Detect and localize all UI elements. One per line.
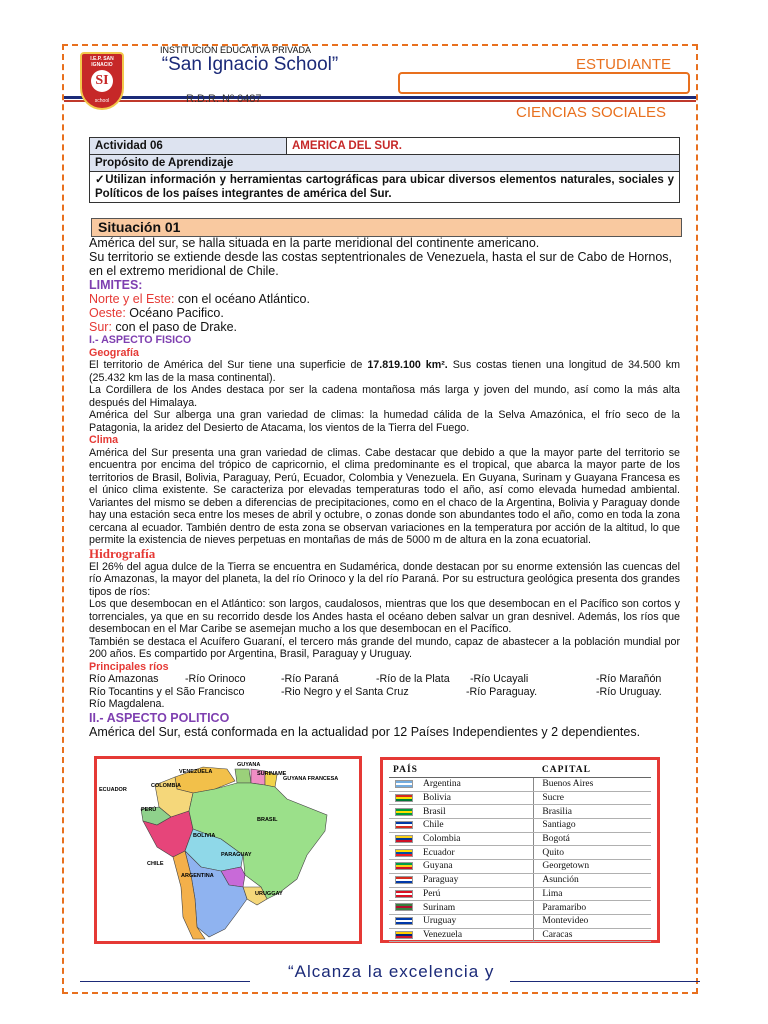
table-row: [389, 901, 651, 915]
map-label-ecuador: ECUADOR: [99, 787, 127, 793]
intro-paragraph-1: América del sur, se halla situada en la parte meridional del continente americano.: [89, 236, 540, 250]
capital-cell: Asunción: [534, 873, 651, 887]
country-name: Guyana: [423, 861, 453, 872]
institution-label: INSTITUCIÓN EDUCATIVA PRIVADA: [160, 45, 312, 55]
flag-icon: [395, 849, 413, 857]
hydrography-paragraph-1: El 26% del agua dulce de la Tierra se encuentra en Sudamérica, donde destacan por su enorme extensión las cuencas del río Amazonas, la mayor del planeta, la del río Orinoco y la del río Paraná. Por su estructura geológica presenta dos grandes tipos de ríos:: [89, 560, 680, 598]
river-item: -Río Ucayali: [470, 673, 529, 685]
logo-text-top: I.E.P. SAN IGNACIO: [90, 56, 114, 68]
limit-south: [89, 320, 680, 334]
political-paragraph: América del Sur, está conformada en la actualidad por 12 Países Independientes y 2 dependientes.: [89, 725, 641, 739]
country-name: Perú: [423, 888, 441, 899]
country-cell: [389, 914, 534, 928]
student-label: ESTUDIANTE: [576, 56, 672, 73]
country-cell: [389, 928, 534, 942]
footer-line-right: [510, 981, 700, 982]
table-row: [389, 873, 651, 887]
header-stripe: [64, 96, 696, 99]
text-span: Sus costas tienen una longitud de 34.500 km (25.432 km las de la masa continental).: [89, 359, 680, 384]
country-name: Uruguay: [423, 916, 457, 927]
country-cell: [389, 860, 534, 874]
river-item: Río Magdalena.: [89, 698, 165, 710]
map-label-guyana-francesa: GUYANA FRANCESA: [283, 776, 339, 782]
river-item: -Río Paraná: [281, 673, 339, 685]
river-item: -Río Paraguay.: [466, 685, 538, 698]
country-cell: [389, 778, 534, 792]
flag-icon: [395, 794, 413, 802]
school-logo: [80, 52, 124, 110]
activity-table: [89, 137, 680, 203]
capital-cell: Buenos Aires: [534, 778, 651, 792]
country-cell: [389, 805, 534, 819]
river-item: -Rio Negro y el Santa Cruz: [281, 685, 409, 698]
river-item: -Río Marañón: [596, 673, 662, 685]
capital-cell: Bogotá: [534, 832, 651, 846]
col-capital-header: CAPITAL: [534, 763, 651, 778]
country-name: Chile: [423, 820, 444, 831]
country-cell: [389, 873, 534, 887]
capital-cell: Caracas: [534, 928, 651, 942]
table-row: [389, 778, 651, 792]
limit-west: [89, 306, 680, 320]
flag-icon: [395, 903, 413, 911]
map-label-suriname: SURINAME: [257, 771, 287, 777]
south-america-map: [94, 756, 362, 944]
activity-title: AMERICA DEL SUR.: [287, 138, 680, 155]
hydrography-paragraph-3: También se destaca el Acuífero Guaraní, el tercero más grande del mundo, capaz de abastecer a la población mundial por 200 años. Es compartido por Argentina, Brasil, Paraguay y Uruguay.: [89, 635, 680, 660]
map-label-brasil: BRASIL: [257, 817, 278, 823]
country-cell: [389, 791, 534, 805]
country-cell: [389, 901, 534, 915]
flag-icon: [395, 780, 413, 788]
map-label-paraguay: PARAGUAY: [221, 852, 252, 858]
map-label-peru: PERÚ: [141, 807, 157, 813]
table-row: [389, 805, 651, 819]
hydrography-paragraph-2: Los que desembocan en el Atlántico: son largos, caudalosos, mientras que los que desembocan en el Pacífico son cortos y torrenciales, ya que en su recorrido desde los Andes hasta el océano deben salvar un gran desnivel. Además, los ríos que desembocan en el Mar Caribe se asemejan mucho a los que desembocan en el Pacífico.: [89, 598, 680, 635]
hydrography-title: Hidrografía: [89, 545, 156, 561]
country-name: Venezuela: [423, 929, 463, 940]
map-label-guyana: GUYANA: [237, 762, 261, 768]
flag-icon: [395, 862, 413, 870]
capital-cell: Brasilia: [534, 805, 651, 819]
school-name: “San Ignacio School”: [161, 54, 339, 75]
rdr-number: R.D.R. Nº 0487: [186, 93, 262, 105]
flag-icon: [395, 821, 413, 829]
purpose-text: ✓Utilizan información y herramientas cartográficas para ubicar diversos elementos naturales, sociales y Políticos de los países integrantes de américa del Sur.: [90, 172, 680, 203]
map-label-argentina: ARGENTINA: [181, 873, 214, 879]
footer-motto: “Alcanza la excelencia y: [288, 962, 495, 981]
capitals-table: [389, 763, 651, 942]
physical-title: I.- ASPECTO FISICO: [89, 334, 192, 346]
political-title: II.- ASPECTO POLITICO: [89, 711, 230, 725]
text-span: El territorio de América del Sur tiene una superficie de: [89, 359, 368, 371]
geography-paragraph-3: América del Sur alberga una gran variedad de climas: la humedad cálida de la Selva Amazónica, el frío seco de la Patagonia, la aridez del Desierto de Atacama, los vientos de la Tierra del Fuego.: [89, 409, 680, 434]
footer-line-left: [80, 981, 250, 982]
table-row: [389, 819, 651, 833]
flag-icon: [395, 876, 413, 884]
limits-title: LIMITES:: [89, 278, 143, 292]
table-row: [389, 846, 651, 860]
map-label-chile: CHILE: [147, 861, 164, 867]
table-row: [389, 791, 651, 805]
river-item: Río Tocantins y el São Francisco: [89, 685, 245, 698]
map-label-venezuela: VENEZUELA: [179, 769, 213, 775]
limit-text: Océano Pacifico.: [125, 306, 224, 320]
logo-monogram: SI: [91, 70, 113, 92]
capital-cell: Paramaribo: [534, 901, 651, 915]
country-name: Bolivia: [423, 793, 451, 804]
country-name: Colombia: [423, 834, 461, 845]
river-item: -Río Uruguay.: [596, 685, 662, 698]
purpose-label: Propósito de Aprendizaje: [90, 155, 680, 172]
flag-icon: [395, 931, 413, 939]
capital-cell: Georgetown: [534, 860, 651, 874]
country-name: Surinam: [423, 902, 456, 913]
subject-label: CIENCIAS SOCIALES: [516, 104, 667, 121]
table-row: [389, 832, 651, 846]
capital-cell: Santiago: [534, 819, 651, 833]
table-row: [389, 860, 651, 874]
country-cell: [389, 887, 534, 901]
capitals-table-box: [380, 757, 660, 943]
geography-paragraph-2: La Cordillera de los Andes destaca por ser la cadena montañosa más larga y joven del mundo, así como la más alta después del Himalaya.: [89, 384, 680, 409]
flag-icon: [395, 917, 413, 925]
limit-north-east: [89, 292, 680, 306]
area-value: 17.819.100 km².: [367, 359, 448, 371]
country-cell: [389, 846, 534, 860]
capital-cell: Montevideo: [534, 914, 651, 928]
map-label-bolivia: BOLIVIA: [193, 833, 216, 839]
country-name: Paraguay: [423, 875, 459, 886]
map-illustration: [97, 759, 359, 941]
capital-cell: Sucre: [534, 791, 651, 805]
limit-label: Norte y el Este:: [89, 292, 175, 306]
capitals-table-body: [389, 778, 651, 942]
country-name: Ecuador: [423, 847, 455, 858]
activity-label: Actividad 06: [90, 138, 287, 155]
country-name: Brasil: [423, 806, 446, 817]
situation-title: Situación 01: [91, 218, 682, 237]
geography-paragraph-1: [89, 359, 680, 384]
limit-label: Sur:: [89, 320, 112, 334]
capital-cell: Lima: [534, 887, 651, 901]
limit-text: con el paso de Drake.: [111, 320, 238, 334]
capital-cell: Quito: [534, 846, 651, 860]
logo-text-bottom: school: [94, 98, 110, 104]
climate-title: Clima: [89, 434, 119, 446]
flag-icon: [395, 808, 413, 816]
table-row: [389, 914, 651, 928]
country-name: Argentina: [423, 779, 461, 790]
limit-label: Oeste:: [89, 306, 126, 320]
rivers-list: [89, 673, 680, 711]
col-country-header: PAÍS: [389, 763, 534, 778]
header-stripe-red: [64, 100, 696, 102]
country-cell: [389, 832, 534, 846]
intro-paragraph-2: Su territorio se extiende desde las costas septentrionales de Venezuela, hasta el sur de Cabo de Hornos, en el extremo meridional de Chile.: [89, 250, 672, 278]
rivers-title: Principales ríos: [89, 660, 169, 673]
flag-icon: [395, 890, 413, 898]
flag-icon: [395, 835, 413, 843]
map-label-colombia: COLOMBIA: [151, 783, 181, 789]
river-item: Río Amazonas: [89, 673, 159, 685]
map-label-uruguay: URUGGAY: [255, 891, 283, 897]
geography-title: Geografía: [89, 346, 139, 359]
table-row: [389, 887, 651, 901]
limit-text: con el océano Atlántico.: [174, 292, 310, 306]
river-item: -Río Orinoco: [185, 673, 246, 685]
country-cell: [389, 819, 534, 833]
river-item: -Río de la Plata: [376, 673, 450, 685]
main-content: [89, 236, 680, 739]
climate-paragraph: América del Sur presenta una gran variedad de climas. Cabe destacar que debido a que la mayor parte del territorio se encuentra por encima del trópico de capricornio, el clima predominante es el tropical, que abarca la mayor parte de los territorios de Brasil, Bolivia, Paraguay, Perú, Ecuador, Colombia y Venezuela. En Guyana, Surinam y Guayana Francesa es el único clima existente. Se caracteriza por elevadas temperaturas todo el año, así como elevada humedad ambiental. Variantes del mismo se deben a diferencias de precipitaciones, como en el chaco de la Argentina, Bolivia y Paraguay donde hay una estación seca entre los meses de abril y octubre, o zonas donde son abundantes todo el año, como en toda la zona cercana al ecuador. También dentro de esta zona se observan variaciones en la temperatura por acción de la altitud, lo que permite la existencia de nieves perpetuas en montañas de más de 5000 m de altura en la zona ecuatorial.: [89, 446, 680, 546]
student-name-field[interactable]: [398, 72, 690, 94]
table-row: [389, 928, 651, 942]
